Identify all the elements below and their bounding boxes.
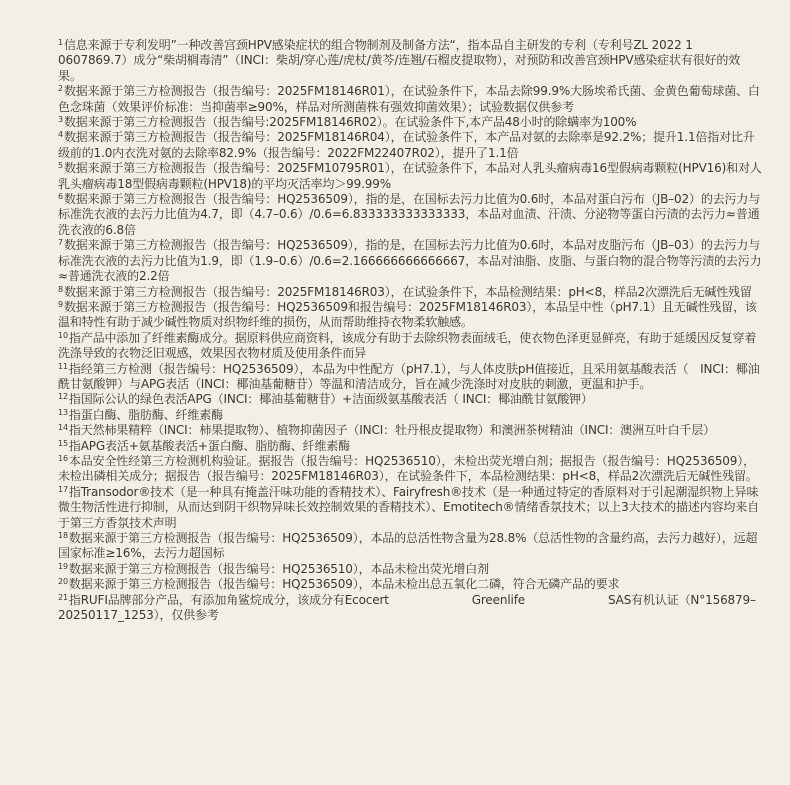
footnote-text: 数据来源于第三方检测报告（报告编号：HQ2536509），指的是，在国标去污力比值为0.6时，本品对蛋白污布（JB–02）的去污力与标准洗衣液的去污力比值为4.7，即（4.7–0.6）/0.6=6.833333333333333，本品对血渍、汗渍、分泌物等蛋白污渍的去污力≈普通洗衣液的6.8倍: [58, 192, 761, 237]
footnote-5: [58, 161, 762, 192]
footnote-text: 指Transodor®技术（是一种具有掩盖汗味功能的香精技术）、Fairyfresh®技术（是一种通过特定的香原料对于引起潮湿织物上异味微生物活性进行抑制，从而达到阴干织物异味长效控制效果的香精技术）、Emotitech®情绪香氛技术；以上3大技术的描述内容均来自于第三方香氛技术声明: [58, 484, 759, 530]
footnote-number: 1: [58, 38, 63, 47]
footnote-text: 数据来源于第三方检测报告（报告编号：2025FM18146R01），在试验条件下，本品去除99.9%大肠埃希氏菌、金黄色葡萄球菌、白色念珠菌（效果评价标准：当抑菌率≥90%，样品对所测菌株有强效抑菌效果）；试验数据仅供参考: [58, 84, 760, 114]
footnote-number: 7: [58, 238, 63, 248]
footnote-number: 12: [58, 392, 68, 402]
footnote-6: [58, 192, 762, 238]
footnote-13: [58, 408, 762, 423]
footnote-4: [58, 130, 762, 161]
footnote-text: 数据来源于第三方检测报告（报告编号：2025FM18146R03），在试验条件下，本品检测结果：pH<8，样品2次漂洗后无碱性残留: [63, 284, 752, 299]
footnote-number: 14: [58, 423, 68, 433]
footnote-number: 13: [58, 407, 68, 417]
footnote-1: [58, 38, 762, 84]
footnote-number: 11: [58, 361, 68, 371]
footnote-text: 数据来源于第三方检测报告（报告编号：HQ2536510），本品未检出荧光增白剂: [68, 561, 489, 576]
footnote-text: 指经第三方检测（报告编号：HQ2536509），本品为中性配方（pH7.1），与人体皮肤pH值接近，且采用氨基酸表活（ INCI：椰油酰甘氨酸钾）与APG表活（INCI：椰油基葡糖苷）等温和清洁成分，旨在减少洗涤时对皮肤的刺激，更温和护手。: [58, 361, 760, 391]
footnote-11: [58, 362, 762, 393]
footnote-text: 数据来源于第三方检测报告（报告编号：HQ2536509和报告编号：2025FM18146R03），本品呈中性（pH7.1）且无碱性残留，该温和特性有助于减少碱性物质对织物纤维的损伤，从而帮助维持衣物柔软触感。: [58, 299, 757, 330]
footnote-14: [58, 423, 762, 438]
footnote-number: 10: [58, 330, 68, 340]
footnote-text: 本品安全性经第三方检测机构验证。据报告（报告编号：HQ2536510），未检出荧光增白剂；据报告（报告编号：HQ2536509），未检出磷相关成分；据报告（报告编号：2025FM18146R03），在试验条件下，本品检测结果：pH<8，样品2次漂洗后无碱性残留。: [58, 453, 758, 484]
footnote-2: [58, 84, 762, 115]
footnote-19: [58, 562, 762, 577]
footnote-text: 数据来源于第三方检测报告（报告编号:2025FM18146R02）。在试验条件下,本产品48小时的除螨率为100%: [63, 115, 637, 130]
footnote-number: 15: [58, 438, 68, 448]
footnote-text: 指国际公认的绿色表活APG（INCI：椰油基葡糖苷）+洁面级氨基酸表活（ INCI：椰油酰甘氨酸钾）: [68, 392, 593, 407]
footnote-12: [58, 392, 762, 407]
footnote-number: 4: [58, 130, 63, 140]
footnote-17: [58, 485, 762, 531]
footnote-8: [58, 285, 762, 300]
footnote-text: 数据来源于第三方检测报告（报告编号：2025FM10795R01），在试验条件下，本品对人乳头瘤病毒16型假病毒颗粒(HPV16)和对人乳头瘤病毒18型假病毒颗粒(HPV18)的平均灭活率均＞99.99%: [58, 161, 762, 191]
footnote-21: [58, 593, 762, 624]
footnote-number: 6: [58, 192, 63, 202]
footnote-number: 9: [58, 299, 63, 309]
footnote-7: [58, 238, 762, 284]
footnote-text: 指蛋白酶、脂肪酶、纤维素酶: [68, 407, 223, 422]
footnote-number: 8: [58, 284, 63, 294]
footnote-text: 指RUFI品牌部分产品，有添加角鲨烷成分，该成分有Ecocert Greenlife SAS有机认证（N°156879–20250117_1253），仅供参考: [58, 592, 756, 623]
footnote-9: [58, 300, 762, 331]
footnote-number: 5: [58, 161, 63, 171]
footnote-number: 20: [58, 577, 68, 587]
footnote-number: 3: [58, 115, 63, 125]
footnote-3: [58, 115, 762, 130]
footnote-10: [58, 331, 762, 362]
footnote-number: 18: [58, 531, 68, 540]
footnote-20: [58, 577, 762, 592]
footnote-18: [58, 531, 762, 562]
footnote-number: 2: [58, 84, 63, 94]
footnote-text: 数据来源于第三方检测报告（报告编号：HQ2536509），指的是，在国标去污力比值为0.6时，本品对皮脂污布（JB–03）的去污力与标准洗衣液的去污力比值为1.9，即（1.9–0.6）/0.6=2.166666666666667，本品对油脂、皮脂、与蛋白物的混合物等污渍的去污力≈普通洗衣液的2.2倍: [58, 238, 762, 284]
footnote-text: 数据来源于第三方检测报告（报告编号：HQ2536509），本品的总活性物含量为28.8%（总活性物的含量约高，去污力越好），远超国家标准≥16%，去污力超国标: [58, 531, 758, 561]
footnote-text: 数据来源于第三方检测报告（报告编号：2025FM18146R04），在试验条件下，本产品对氨的去除率是92.2%；提升1.1倍指对比升级前的1.0内衣洗对氨的去除率82.9%（报告编号：2022FM22407R02），提升了1.1倍: [58, 130, 755, 160]
footnote-text: 数据来源于第三方检测报告（报告编号：HQ2536509），本品未检出总五氧化二磷，符合无磷产品的要求: [68, 577, 620, 592]
footnote-number: 17: [58, 484, 68, 494]
footnote-text: 指产品中添加了纤维素酶成分。据原料供应商资料，该成分有助于去除织物表面绒毛，使衣物色泽更显鲜亮，有助于延缓因反复穿着洗涤导致的衣物泛旧观感，效果因衣物材质及使用条件而异: [58, 330, 757, 361]
footnote-16: [58, 454, 762, 485]
footnote-number: 16: [58, 453, 68, 463]
footnote-text: 指APG表活+氨基酸表活+蛋白酶、脂肪酶、纤维素酶: [68, 438, 350, 453]
footnote-number: 21: [58, 592, 68, 602]
footnote-text: 信息来源于专利发明”一种改善宫颈HPV感染症状的组合物制剂及制备方法“，指本品自主研发的专利（专利号ZL 2022 1 0607869.7）成分“柴胡榈毒清”（INCI：柴胡/穿心莲/虎杖/黄芩/连翘/石榴皮提取物），对预防和改善宫颈HPV感染症状有很好的效果。: [58, 38, 741, 83]
footnote-number: 19: [58, 561, 68, 571]
footnote-text: 指天然柿果精粹（INCI：柿果提取物）、植物抑菌因子（INCI：牡丹根皮提取物）和澳洲茶树精油（INCI：澳洲互叶白千层）: [68, 423, 716, 438]
footnotes-list: [58, 38, 762, 623]
footnote-15: [58, 439, 762, 454]
